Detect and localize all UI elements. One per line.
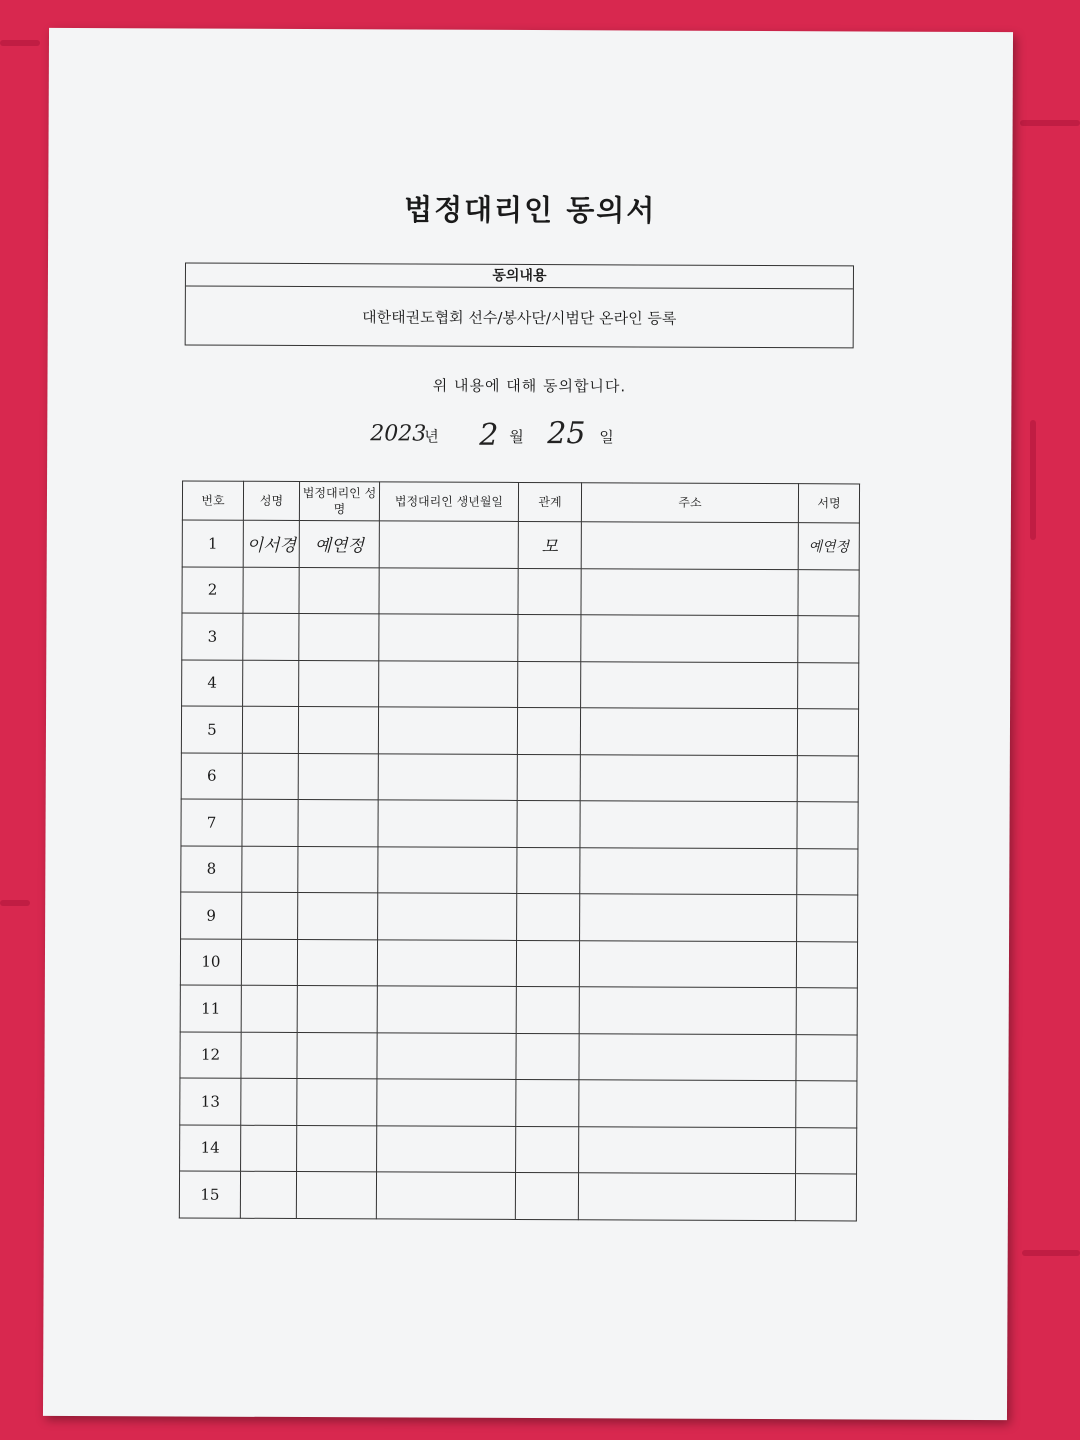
header-signature: 서명: [798, 484, 859, 523]
table-row: [182, 566, 859, 615]
cell-no: 5: [181, 706, 242, 753]
cell-signature: [797, 755, 858, 802]
mat-groove: [0, 900, 30, 906]
cell-relation: [516, 986, 579, 1033]
table-row: [180, 938, 857, 987]
cell-guardian-name: [297, 985, 377, 1032]
cell-guardian-birth: [378, 846, 517, 893]
guardian-table: [179, 480, 860, 1220]
cell-address: [580, 708, 797, 755]
cell-signature: [798, 569, 859, 616]
cell-relation: [518, 568, 581, 615]
cell-relation: [516, 1033, 579, 1080]
consent-form-paper: [43, 28, 1013, 1420]
page-title: 법정대리인 동의서: [404, 192, 657, 228]
header-relation: 관계: [518, 482, 581, 521]
cell-no: 9: [181, 892, 242, 939]
cell-name: [243, 613, 299, 660]
cell-no: 4: [182, 659, 243, 706]
cell-address: [579, 1080, 796, 1127]
table-row: [180, 1031, 857, 1080]
table-row: [181, 706, 858, 755]
cell-guardian-name: [296, 1171, 376, 1218]
cell-address: [579, 1033, 796, 1080]
cell-guardian-birth: [377, 986, 516, 1033]
cell-no: 8: [181, 845, 242, 892]
cell-address: [580, 847, 797, 894]
cell-guardian-birth: [376, 1172, 515, 1219]
date-line: [47, 416, 1011, 460]
header-guardian-name: 법정대리인 성명: [299, 482, 379, 521]
consent-box: [185, 262, 854, 348]
mat-groove: [1030, 420, 1036, 540]
cell-no: 10: [180, 938, 241, 985]
table-row: [180, 985, 857, 1034]
cell-name: [240, 1171, 296, 1218]
cell-guardian-birth: [377, 939, 516, 986]
mat-groove: [0, 40, 40, 46]
year-unit: 년: [424, 427, 439, 446]
cell-signature: [798, 662, 859, 709]
table-body: [179, 520, 859, 1220]
cell-signature: 예연정: [798, 523, 859, 570]
cell-name: [241, 1032, 297, 1079]
cell-relation: [518, 614, 581, 661]
cell-address: [579, 987, 796, 1034]
header-no: 번호: [182, 481, 243, 520]
cell-relation: [517, 847, 580, 894]
cell-guardian-birth: [377, 1032, 516, 1079]
cell-relation: [516, 1079, 579, 1126]
cell-guardian-name: [297, 1078, 377, 1125]
cell-guardian-birth: [378, 707, 517, 754]
header-name: 성명: [243, 481, 299, 520]
cell-signature: [796, 1127, 857, 1174]
table-header-row: [182, 481, 859, 523]
date-month: 2: [479, 417, 499, 453]
cell-no: 3: [182, 613, 243, 660]
cell-relation: [516, 1126, 579, 1173]
table-row: [180, 1078, 857, 1127]
table-row: [181, 845, 858, 894]
consent-header: 동의내용: [186, 264, 853, 290]
cell-guardian-birth: [379, 521, 518, 568]
cell-address: [581, 568, 798, 615]
cell-signature: [796, 941, 857, 988]
cell-guardian-name: [299, 660, 379, 707]
cell-relation: [517, 800, 580, 847]
cell-signature: [796, 1081, 857, 1128]
cell-name: [243, 567, 299, 614]
table-row: [181, 752, 858, 801]
cell-no: 12: [180, 1031, 241, 1078]
cell-guardian-birth: [378, 753, 517, 800]
cell-guardian-name: [297, 939, 377, 986]
cell-signature: [797, 848, 858, 895]
cell-no: 13: [180, 1078, 241, 1125]
cell-address: [579, 1126, 796, 1173]
consent-text: 대한태권도협회 선수/봉사단/시범단 온라인 등록: [362, 308, 677, 328]
cell-signature: [797, 709, 858, 756]
cell-address: [581, 522, 798, 569]
table-row: [181, 892, 858, 941]
cell-guardian-name: 예연정: [299, 521, 379, 568]
table-row: [182, 659, 859, 708]
mat-groove: [1020, 120, 1080, 126]
cell-name: [241, 939, 297, 986]
cell-guardian-birth: [377, 1125, 516, 1172]
cell-signature: [796, 1034, 857, 1081]
cell-name: [242, 892, 298, 939]
cell-guardian-birth: [379, 660, 518, 707]
cell-guardian-name: [298, 706, 378, 753]
cell-guardian-birth: [379, 614, 518, 661]
cell-guardian-birth: [378, 800, 517, 847]
cell-signature: [797, 802, 858, 849]
cell-name: [241, 985, 297, 1032]
cell-address: [580, 894, 797, 941]
cell-relation: [517, 754, 580, 801]
cell-name: [241, 1125, 297, 1172]
cell-name: 이서경: [243, 520, 299, 567]
table-row: [181, 799, 858, 848]
header-address: 주소: [581, 483, 798, 523]
cell-name: [242, 799, 298, 846]
cell-address: [579, 940, 796, 987]
cell-name: [241, 1078, 297, 1125]
cell-name: [242, 846, 298, 893]
date-day: 25: [547, 416, 586, 452]
cell-no: 15: [179, 1171, 240, 1218]
cell-guardian-name: [297, 1125, 377, 1172]
cell-guardian-name: [299, 613, 379, 660]
cell-name: [243, 660, 299, 707]
day-unit: 일: [599, 428, 614, 447]
cell-relation: [516, 940, 579, 987]
cell-guardian-birth: [379, 567, 518, 614]
cell-no: 1: [182, 520, 243, 567]
cell-guardian-name: [298, 753, 378, 800]
mat-groove: [1022, 1250, 1080, 1256]
cell-guardian-birth: [377, 1079, 516, 1126]
cell-name: [242, 706, 298, 753]
cell-signature: [797, 895, 858, 942]
cell-relation: [515, 1172, 578, 1219]
month-unit: 월: [509, 427, 524, 446]
cell-signature: [795, 1174, 856, 1221]
table-row: [179, 1171, 856, 1220]
cell-no: 6: [181, 752, 242, 799]
cell-no: 7: [181, 799, 242, 846]
cell-guardian-name: [297, 1032, 377, 1079]
cell-guardian-name: [298, 799, 378, 846]
cell-relation: [517, 893, 580, 940]
table-row: [180, 1124, 857, 1173]
cell-relation: [518, 661, 581, 708]
cell-address: [580, 801, 797, 848]
cell-signature: [798, 616, 859, 663]
cell-no: 14: [180, 1124, 241, 1171]
cell-guardian-name: [298, 846, 378, 893]
cell-guardian-birth: [378, 893, 517, 940]
cell-guardian-name: [299, 567, 379, 614]
cell-address: [581, 661, 798, 708]
agreement-text: 위 내용에 대해 동의합니다.: [432, 376, 627, 396]
table-row: [182, 520, 859, 569]
table-row: [182, 613, 859, 662]
cell-relation: 모: [518, 521, 581, 568]
cell-signature: [796, 988, 857, 1035]
cell-relation: [517, 707, 580, 754]
cell-guardian-name: [298, 892, 378, 939]
cell-address: [580, 754, 797, 801]
date-year: 2023: [370, 421, 427, 447]
cell-address: [581, 615, 798, 662]
cell-name: [242, 753, 298, 800]
cell-no: 2: [182, 566, 243, 613]
cell-address: [578, 1173, 795, 1220]
cell-no: 11: [180, 985, 241, 1032]
header-guardian-birth: 법정대리인 생년월일: [379, 482, 518, 522]
